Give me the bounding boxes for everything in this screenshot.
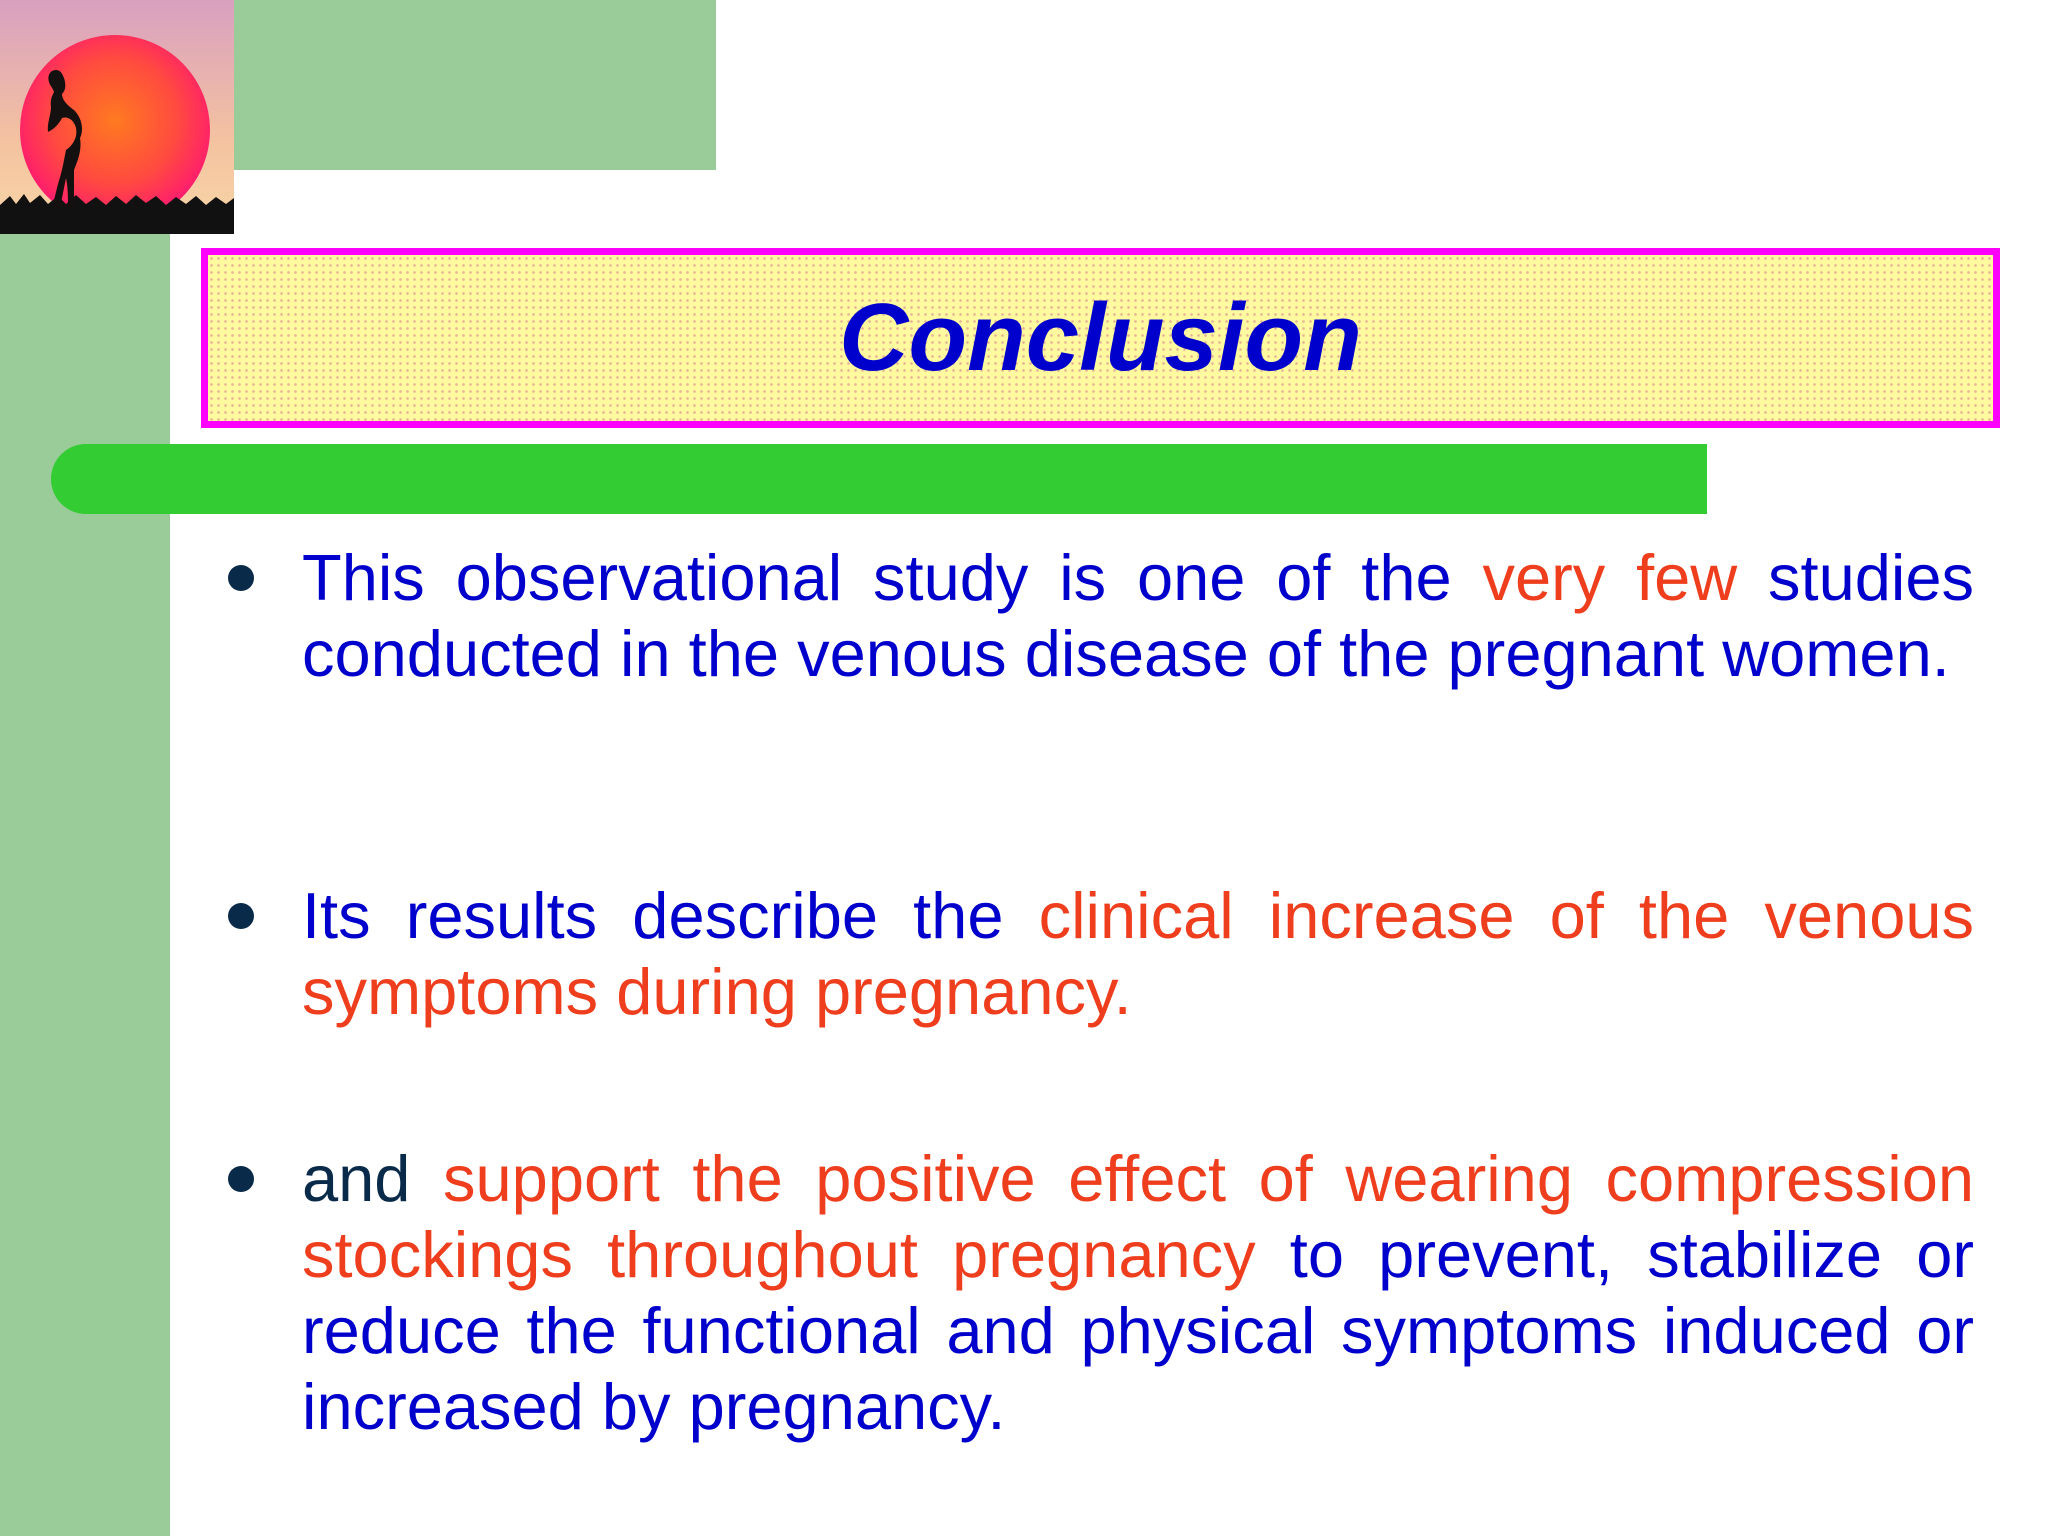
- bullet-1-segment-2: very few: [1482, 541, 1738, 614]
- bullet-dot-icon: [228, 565, 254, 591]
- bullet-text-1: [302, 540, 1974, 692]
- bullet-3-segment-3: to prevent, stabilize or reduce the functional and physical symptoms induced or increased by pregnancy.: [302, 1218, 1974, 1443]
- bullet-3-segment-2: support the positive effect of wearing compression stockings throughout pregnancy: [302, 1142, 1975, 1291]
- pregnant-woman-sunset-image: [0, 0, 234, 234]
- bullet-2-segment-2: clinical increase of the venous symptoms during pregnancy.: [302, 879, 1974, 1028]
- top-green-block: [170, 0, 716, 170]
- title-banner: [201, 248, 2000, 428]
- green-accent-bar: [51, 444, 1707, 514]
- bullet-3-segment-1: and: [302, 1142, 444, 1215]
- bullet-dot-icon: [228, 903, 254, 929]
- bullet-text-2: [302, 878, 1974, 1030]
- bullet-1-segment-3: studies conducted in the venous disease of the pregnant women.: [302, 541, 1974, 690]
- bullet-text-3: [302, 1141, 1974, 1445]
- bullet-1-segment-1: This observational study is one of the: [302, 541, 1483, 614]
- page-title: Conclusion: [839, 284, 1362, 391]
- bullet-dot-icon: [228, 1166, 254, 1192]
- bullet-2-segment-1: Its results describe the: [302, 879, 1039, 952]
